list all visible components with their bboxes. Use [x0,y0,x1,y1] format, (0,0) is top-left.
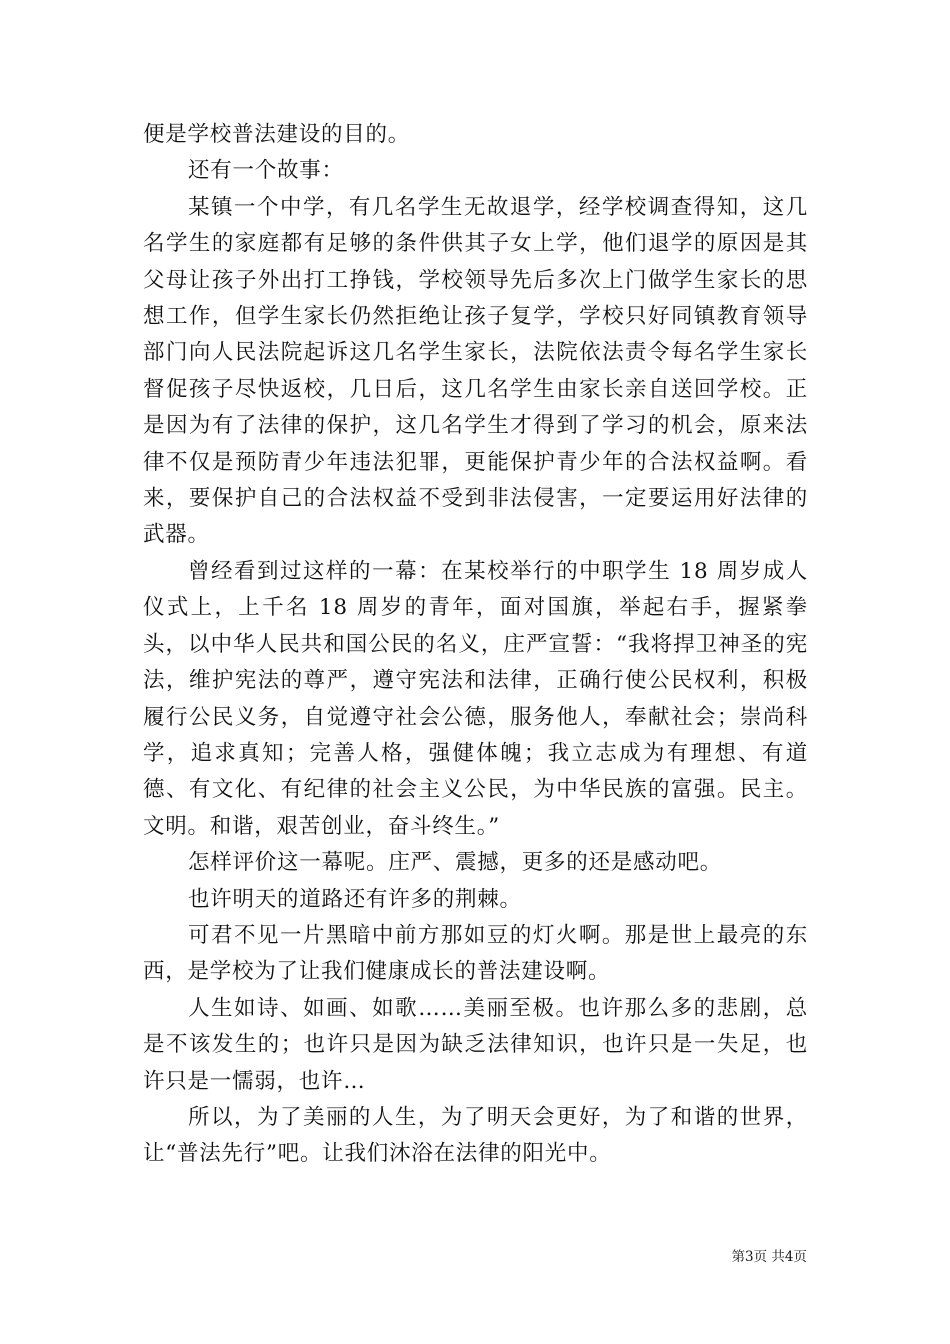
paragraph-7: 可君不见一片黑暗中前方那如豆的灯火啊。那是世上最亮的东西，是学校为了让我们健康成长的普法建设啊。 [143,922,808,985]
paragraph-6: 也许明天的道路还有许多的荆棘。 [188,886,522,912]
footer-current-page: 3 [745,1249,754,1265]
paragraph-5: 怎样评价这一幕呢。庄严、震撼，更多的还是感动吧。 [188,850,723,876]
paragraph-1: 便是学校普法建设的目的。 [143,122,411,147]
page-number-footer [732,1248,807,1266]
footer-suffix: 页 [793,1249,807,1265]
footer-middle: 页 共 [753,1249,785,1265]
paragraph-4: 曾经看到过这样的一幕：在某校举行的中职学生 18 周岁成人仪式上，上千名 18 周岁的青年，面对国旗，举起右手，握紧拳头，以中华人民共和国公民的名义，庄严宣誓：“我将捍卫神圣的宪法，维护宪法的尊严，遵守宪法和法律，正确行使公民权利，积极履行公民义务，自觉遵守社会公德，服务他人，奉献社会；崇尚科学，追求真知；完善人格，强健体魄；我立志成为有理想、有道德、有文化、有纪律的社会主义公民，为中华民族的富强。民主。文明。和谐，艰苦创业，奋斗终生。” [143,558,808,839]
footer-total-pages: 4 [784,1249,794,1265]
paragraph-9: 所以，为了美丽的人生，为了明天会更好，为了和谐的世界，让“普法先行”吧。让我们沐浴在法律的阳光中。 [143,1104,808,1167]
footer-prefix: 第 [731,1249,746,1265]
paragraph-3: 某镇一个中学，有几名学生无故退学，经学校调查得知，这几名学生的家庭都有足够的条件供其子女上学，他们退学的原因是其父母让孩子外出打工挣钱，学校领导先后多次上门做学生家长的思想工作，但学生家长仍然拒绝让孩子复学，学校只好同镇教育领导部门向人民法院起诉这几名学生家长，法院依法责令每名学生家长督促孩子尽快返校，几日后，这几名学生由家长亲自送回学校。正是因为有了法律的保护，这几名学生才得到了学习的机会，原来法律不仅是预防青少年违法犯罪，更能保护青少年的合法权益啊。看来，要保护自己的合法权益不受到非法侵害，一定要运用好法律的武器。 [143,194,808,548]
paragraph-8: 人生如诗、如画、如歌……美丽至极。也许那么多的悲剧，总是不该发生的；也许只是因为缺乏法律知识，也许只是一失足，也许只是一懦弱，也许… [143,995,808,1094]
document-body [143,117,808,1173]
paragraph-2: 还有一个故事： [188,158,344,184]
